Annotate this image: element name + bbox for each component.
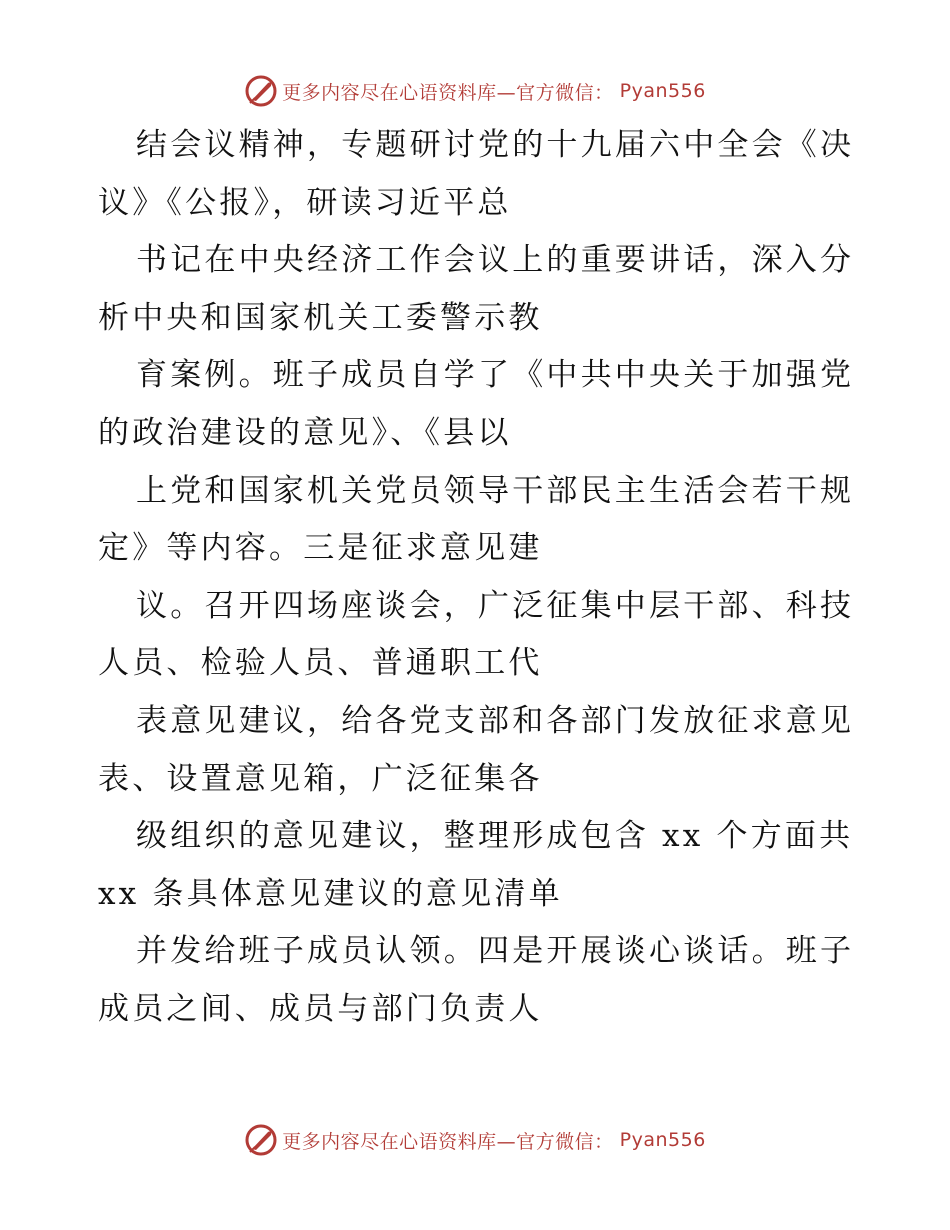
wechat-id: Pyan556 <box>619 1129 706 1151</box>
quill-logo-icon <box>244 1123 278 1157</box>
text-line: 析中央和国家机关工委警示教 <box>98 299 543 336</box>
text-line: 上党和国家机关党员领导干部民主生活会若干规 <box>136 472 855 509</box>
wechat-id: Pyan556 <box>619 80 706 102</box>
text-line: 表意见建议，给各党支部和各部门发放征求意见 <box>136 702 855 739</box>
text-line: xx 条具体意见建议的意见清单 <box>98 875 563 912</box>
text-line: 并发给班子成员认领。四是开展谈心谈话。班子 <box>136 933 855 970</box>
text-line: 的政治建设的意见》、《县以 <box>98 414 512 451</box>
document-body <box>98 117 858 1039</box>
text-line: 成员之间、成员与部门负责人 <box>98 990 543 1027</box>
quill-logo-icon <box>244 74 278 108</box>
footer-watermark <box>0 1120 950 1160</box>
watermark-text: 更多内容尽在心语资料库—官方微信： <box>282 1130 614 1153</box>
text-line: 定》等内容。三是征求意见建 <box>98 530 543 567</box>
text-line: 议。召开四场座谈会，广泛征集中层干部、科技 <box>136 587 855 624</box>
text-line: 结会议精神，专题研讨党的十九届六中全会《决 <box>136 127 855 163</box>
text-line: 育案例。班子成员自学了《中共中央关于加强党 <box>136 357 855 394</box>
watermark-text: 更多内容尽在心语资料库—官方微信： <box>282 81 614 104</box>
header-watermark <box>0 71 950 111</box>
text-line: 级组织的意见建议，整理形成包含 xx 个方面共 <box>136 818 854 855</box>
text-line: 书记在中央经济工作会议上的重要讲话，深入分 <box>136 242 855 279</box>
text-line: 表、设置意见箱，广泛征集各 <box>98 760 543 797</box>
text-line: 人员、检验人员、普通职工代 <box>98 645 543 682</box>
text-line: 议》《公报》，研读习近平总 <box>98 184 512 221</box>
